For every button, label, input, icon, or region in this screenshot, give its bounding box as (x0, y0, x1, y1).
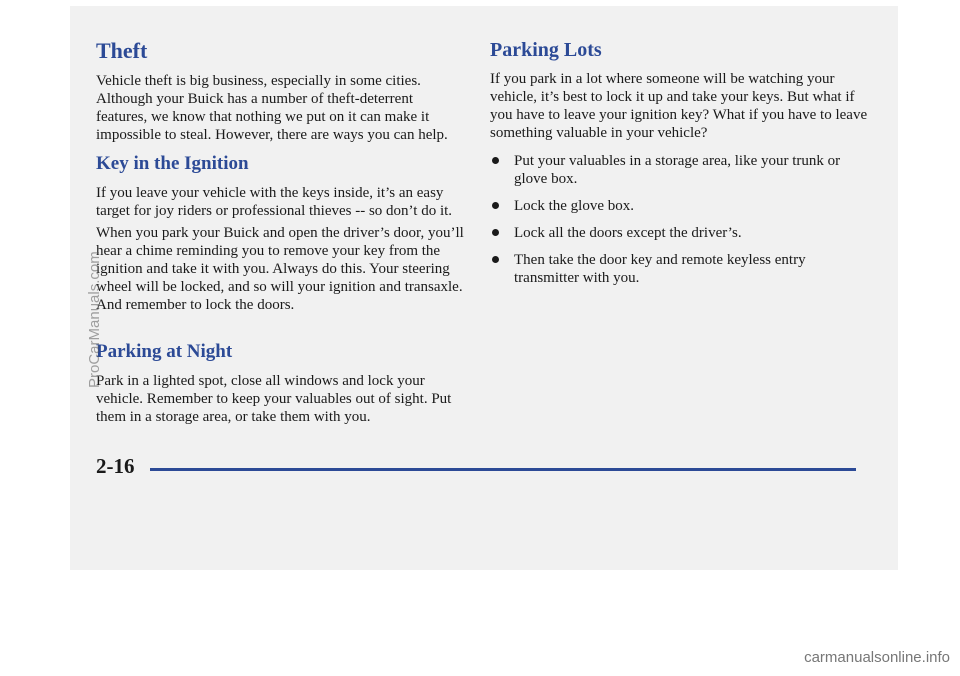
bullet-text: Then take the door key and remote keyless entry transmitter with you. (514, 252, 806, 286)
bullet-icon (492, 157, 499, 164)
key-in-ignition-heading: Key in the Ignition (96, 153, 249, 174)
list-item (490, 224, 870, 242)
page-number: 2-16 (96, 454, 135, 478)
parking-at-night-text: Park in a lighted spot, close all windows and lock your vehicle. Remember to keep your valuables out of sight. Put them in a storage area, or take them with you. (96, 373, 452, 425)
list-item (490, 152, 870, 188)
parking-lots-heading: Parking Lots (490, 39, 602, 61)
theft-section (96, 38, 464, 144)
key-in-ignition-paragraph-1: If you leave your vehicle with the keys inside, it’s an easy target for joy riders or professional thieves -- so don’t do it. (96, 185, 453, 219)
bullet-icon (492, 229, 499, 236)
footer-rule (150, 468, 856, 471)
bullet-text: Put your valuables in a storage area, like your trunk or glove box. (514, 153, 841, 187)
site-link[interactable]: carmanualsonline.info (804, 649, 950, 666)
manual-page (70, 6, 898, 570)
parking-lots-text: If you park in a lot where someone will be watching your vehicle, it’s best to lock it up and take your keys. But what if you have to leave your ignition key? What if you have to leave something valuable in your vehicle? (490, 71, 868, 141)
parking-at-night-heading: Parking at Night (96, 341, 233, 362)
bullet-icon (492, 256, 499, 263)
list-item (490, 251, 870, 287)
theft-heading: Theft (96, 38, 148, 63)
key-in-ignition-paragraph-2: When you park your Buick and open the driver’s door, you’ll hear a chime reminding you to remove your key from the ignition and take it with you. Always do this. Your steering wheel will be locked, and so will your ignition and transaxle. And remember to lock the doors. (96, 225, 464, 313)
theft-text: Vehicle theft is big business, especially in some cities. Although your Buick has a number of theft-deterrent features, we know that nothing we put on it can make it impossible to steal. However, there are ways you can help. (96, 73, 448, 143)
key-in-ignition-section (96, 152, 464, 314)
parking-lots-section (490, 38, 870, 287)
parking-lots-bullets (490, 152, 870, 287)
watermark-text: ProCarManuals.com (86, 251, 103, 388)
parking-at-night-section (96, 340, 464, 426)
bullet-text: Lock all the doors except the driver’s. (514, 225, 742, 241)
bullet-icon (492, 202, 499, 209)
bullet-text: Lock the glove box. (514, 198, 634, 214)
list-item (490, 197, 870, 215)
